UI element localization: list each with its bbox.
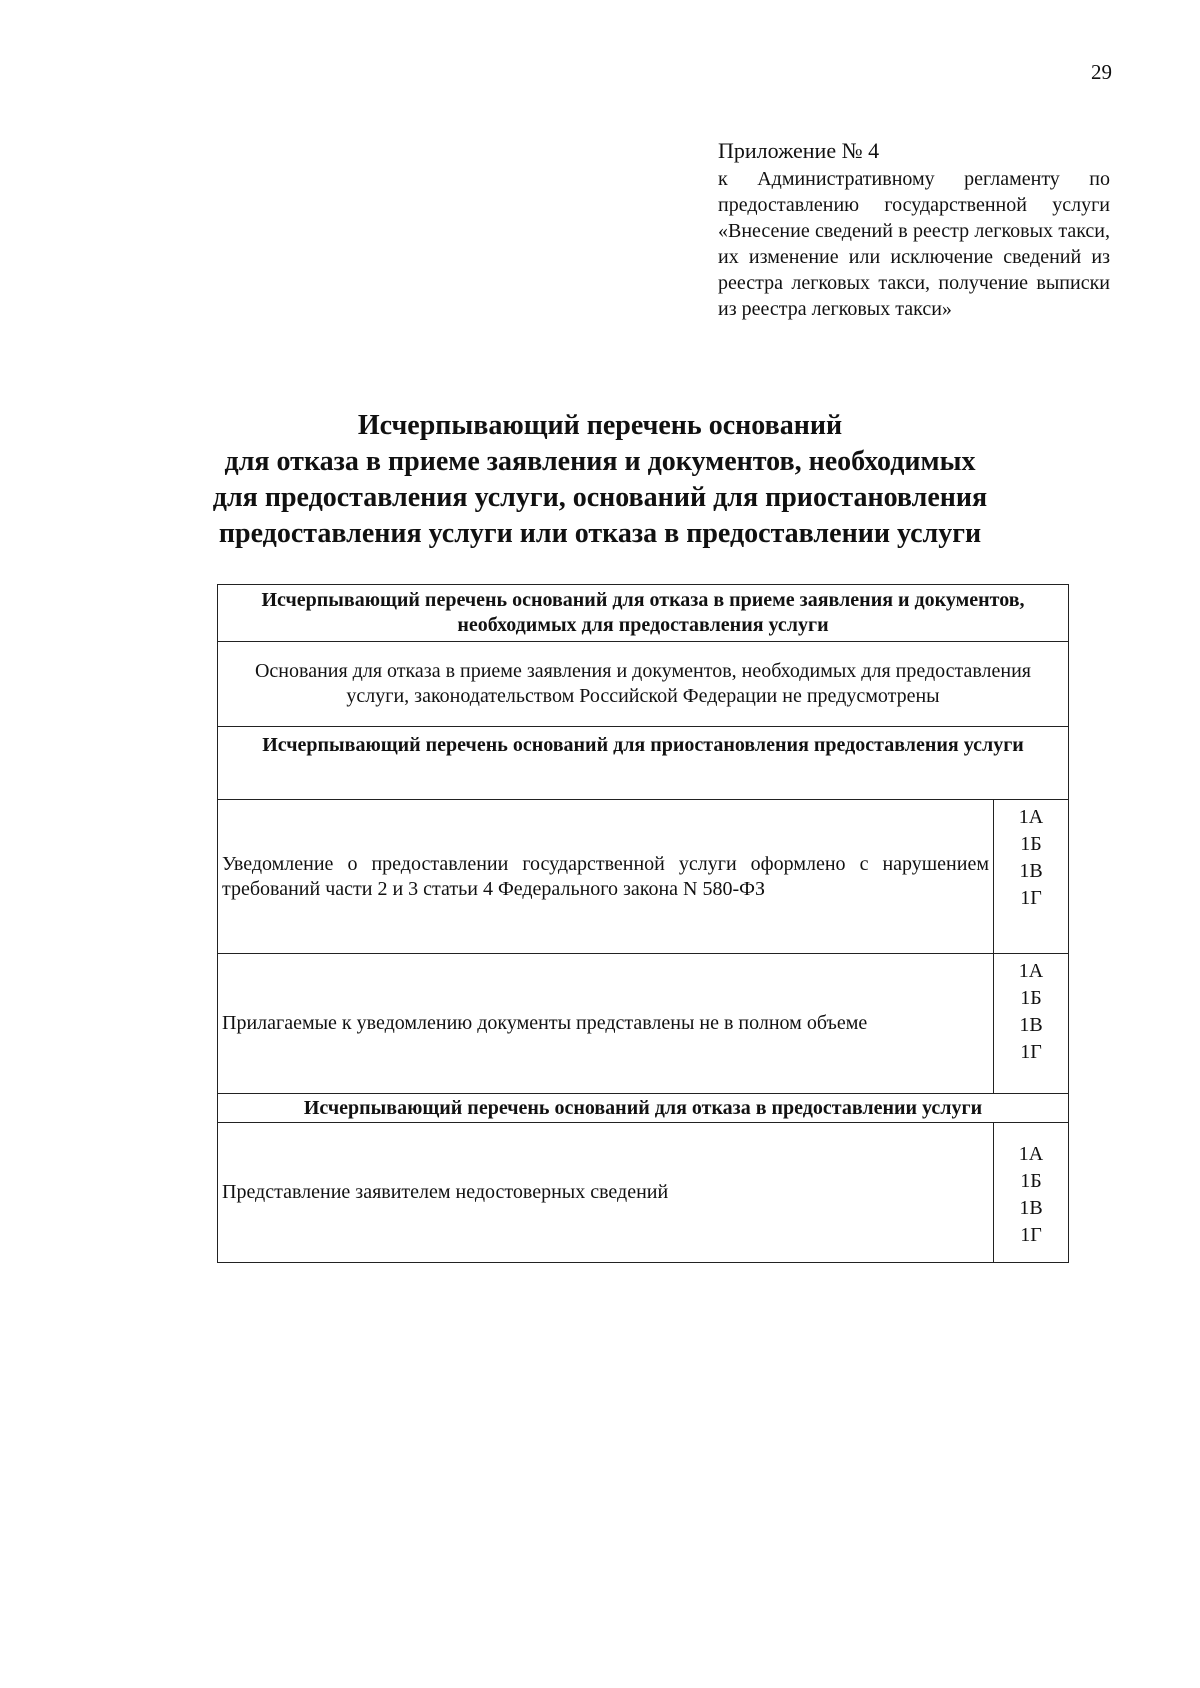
table-row [218,954,1069,1094]
code-label: 1Б [1020,987,1042,1009]
code-label: 1В [1019,1196,1043,1219]
code-label: 1Г [1020,1041,1042,1063]
table-row [218,800,1069,954]
code-label: 1В [1019,1014,1043,1036]
appendix-block [718,136,1110,322]
appendix-title: Приложение № 4 [718,138,880,163]
reason-cell: Уведомление о предоставлении государственной услуги оформлено с нарушением требований части 2 и 3 статьи 4 Федерального закона N 580-ФЗ [218,800,994,954]
appendix-text: к Административному регламенту по предоставлению государственной услуги «Внесение сведений в реестр легковых такси, их изменение или исключение сведений из реестра легковых такси, получение выписки из реестра легковых такси» [718,168,1110,320]
document-title-line: предоставления услуги или отказа в предоставлении услуги [218,518,982,549]
document-title-line: для отказа в приеме заявления и документов, необходимых [224,446,976,477]
code-label: 1Г [1020,887,1042,909]
code-label: 1Г [1020,1223,1042,1246]
reason-cell: Прилагаемые к уведомлению документы представлены не в полном объеме [218,954,994,1094]
document-title [150,408,1050,552]
table-row [218,727,1069,800]
reason-cell: Представление заявителем недостоверных сведений [218,1123,994,1263]
code-label: 1А [1018,960,1044,982]
section-heading-suspension: Исчерпывающий перечень оснований для приостановления предоставления услуги [218,727,1069,800]
table-row [218,585,1069,642]
code-label: 1А [1018,806,1044,828]
code-label: 1Б [1020,1169,1042,1192]
table-row [218,1094,1069,1123]
codes-cell [994,1123,1069,1263]
document-title-line: Исчерпывающий перечень оснований [357,410,843,441]
code-label: 1В [1019,860,1043,882]
document-title-line: для предоставления услуги, оснований для приостановления [212,482,988,513]
section-heading-refusal-acceptance: Исчерпывающий перечень оснований для отказа в приеме заявления и документов, необходимых для предоставления услуги [218,585,1069,642]
code-label: 1Б [1020,833,1042,855]
grounds-table [217,584,1069,1263]
section-note-no-grounds: Основания для отказа в приеме заявления и документов, необходимых для предоставления услуги, законодательством Российской Федерации не предусмотрены [218,642,1069,727]
table-row [218,1123,1069,1263]
section-heading-refusal-service: Исчерпывающий перечень оснований для отказа в предоставлении услуги [218,1094,1069,1123]
codes-cell [994,954,1069,1094]
code-label: 1А [1018,1142,1044,1165]
page-number: 29 [1091,60,1112,84]
codes-cell [994,800,1069,954]
table-row [218,642,1069,727]
